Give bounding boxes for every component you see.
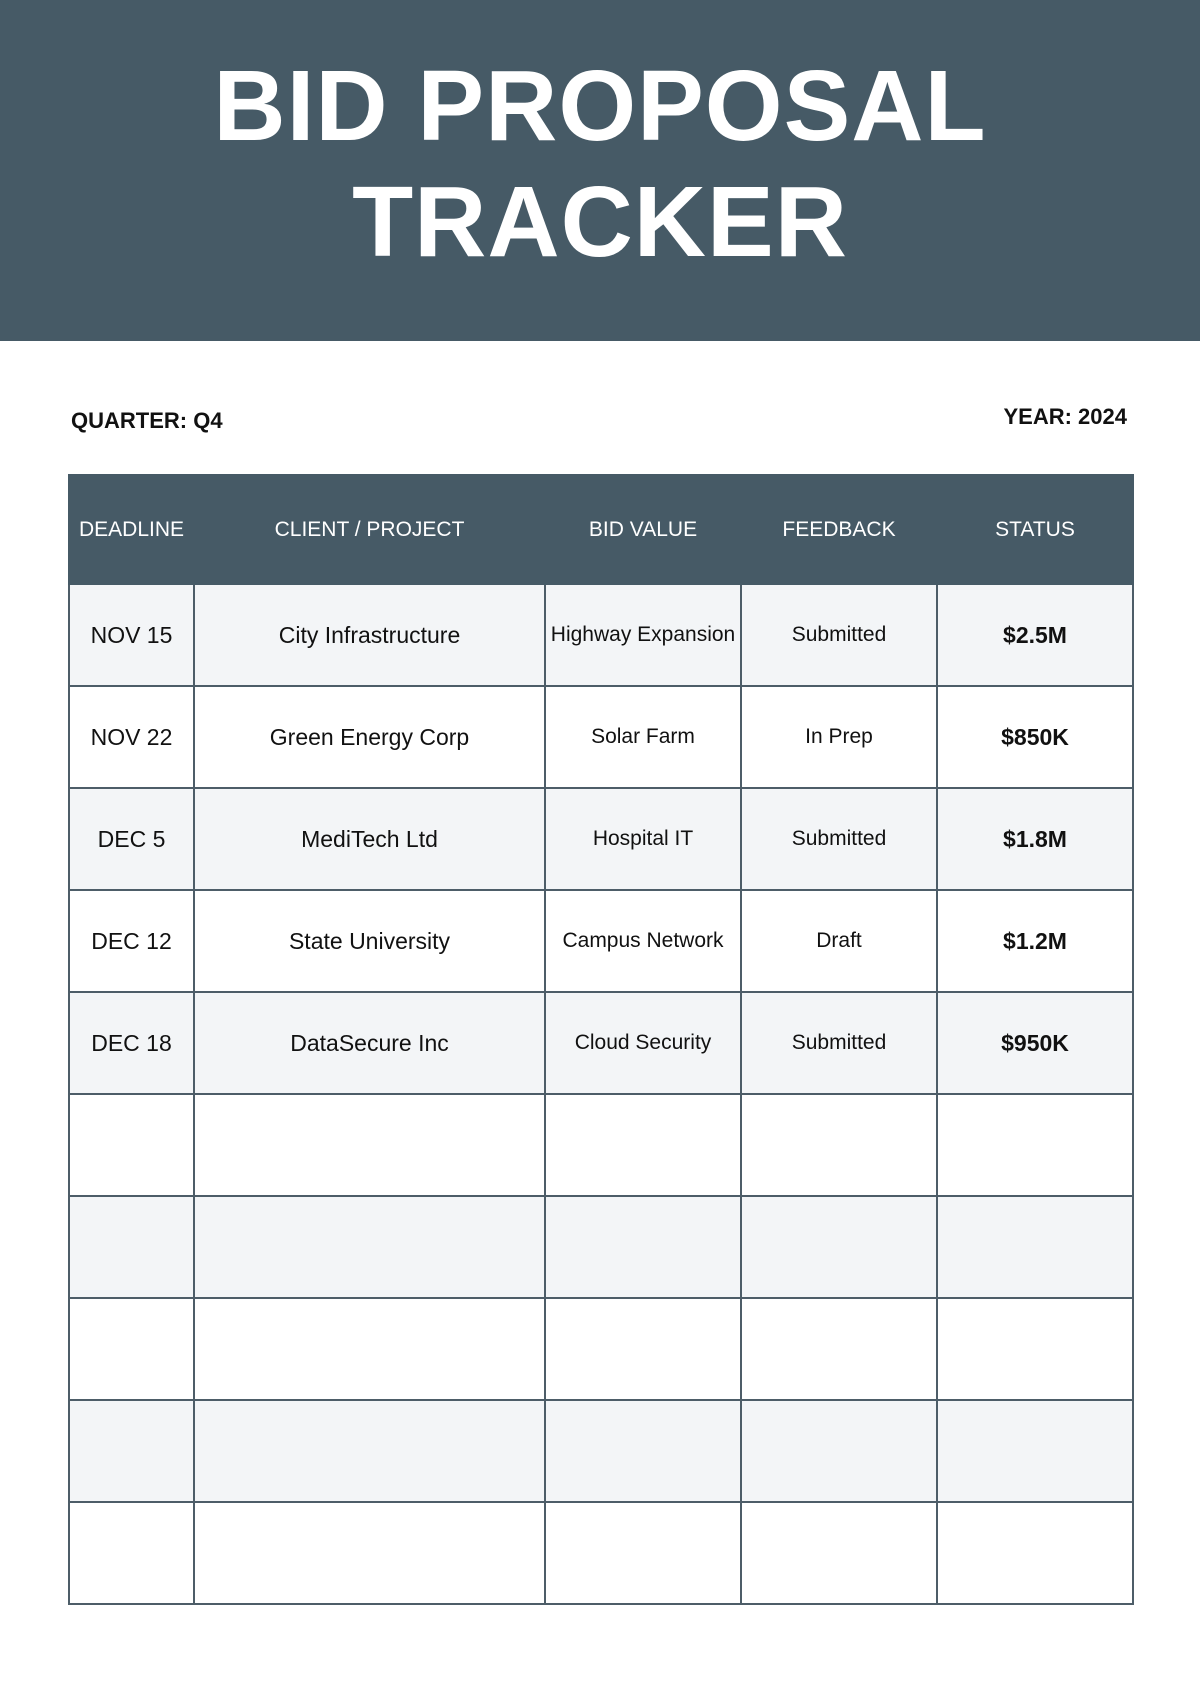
table-row [69,584,1133,686]
client-cell[interactable]: MediTech Ltd [194,788,545,890]
deadline-cell[interactable]: NOV 22 [69,686,194,788]
deadline-cell[interactable] [69,1196,194,1298]
table-row [69,1400,1133,1502]
client-cell[interactable]: City Infrastructure [194,584,545,686]
value-cell[interactable] [937,1400,1133,1502]
table-row [69,686,1133,788]
feedback-cell[interactable] [741,1502,937,1604]
column-header-deadline: DEADLINE [69,475,194,584]
feedback-cell[interactable] [741,1400,937,1502]
project-cell[interactable] [545,1196,741,1298]
feedback-cell[interactable] [741,1094,937,1196]
feedback-cell[interactable]: Submitted [741,992,937,1094]
column-header-client-project: CLIENT / PROJECT [194,475,545,584]
page-title-line2: TRACKER [352,166,848,278]
project-cell[interactable]: Cloud Security [545,992,741,1094]
deadline-cell[interactable]: DEC 12 [69,890,194,992]
project-cell[interactable] [545,1502,741,1604]
value-cell[interactable] [937,1502,1133,1604]
client-cell[interactable] [194,1502,545,1604]
column-header-status: STATUS [937,475,1133,584]
client-cell[interactable] [194,1298,545,1400]
column-header-bid-value: BID VALUE [545,475,741,584]
deadline-cell[interactable] [69,1298,194,1400]
table-row [69,1094,1133,1196]
value-cell[interactable]: $950K [937,992,1133,1094]
deadline-cell[interactable]: NOV 15 [69,584,194,686]
client-cell[interactable]: Green Energy Corp [194,686,545,788]
client-cell[interactable] [194,1196,545,1298]
client-cell[interactable] [194,1400,545,1502]
year-label: YEAR: 2024 [1003,404,1127,429]
column-header-feedback: FEEDBACK [741,475,937,584]
project-cell[interactable] [545,1298,741,1400]
deadline-cell[interactable]: DEC 5 [69,788,194,890]
feedback-cell[interactable]: Submitted [741,584,937,686]
client-cell[interactable]: State University [194,890,545,992]
deadline-cell[interactable]: DEC 18 [69,992,194,1094]
bid-tracker-table [68,474,1134,1605]
feedback-cell[interactable]: Draft [741,890,937,992]
table-row [69,890,1133,992]
deadline-cell[interactable] [69,1094,194,1196]
project-cell[interactable] [545,1400,741,1502]
value-cell[interactable] [937,1298,1133,1400]
client-cell[interactable]: DataSecure Inc [194,992,545,1094]
feedback-cell[interactable] [741,1196,937,1298]
value-cell[interactable] [937,1196,1133,1298]
table-row [69,992,1133,1094]
project-cell[interactable]: Solar Farm [545,686,741,788]
deadline-cell[interactable] [69,1400,194,1502]
value-cell[interactable]: $1.2M [937,890,1133,992]
table-header-row [69,475,1133,584]
project-cell[interactable]: Highway Expansion [545,584,741,686]
deadline-cell[interactable] [69,1502,194,1604]
value-cell[interactable]: $1.8M [937,788,1133,890]
table-row [69,788,1133,890]
project-cell[interactable]: Hospital IT [545,788,741,890]
feedback-cell[interactable] [741,1298,937,1400]
project-cell[interactable] [545,1094,741,1196]
value-cell[interactable]: $850K [937,686,1133,788]
project-cell[interactable]: Campus Network [545,890,741,992]
feedback-cell[interactable]: Submitted [741,788,937,890]
value-cell[interactable]: $2.5M [937,584,1133,686]
client-cell[interactable] [194,1094,545,1196]
feedback-cell[interactable]: In Prep [741,686,937,788]
page-title-line1: BID PROPOSAL [213,50,987,162]
table-row [69,1196,1133,1298]
quarter-label: QUARTER: Q4 [71,408,223,433]
value-cell[interactable] [937,1094,1133,1196]
table-row [69,1502,1133,1604]
table-row [69,1298,1133,1400]
